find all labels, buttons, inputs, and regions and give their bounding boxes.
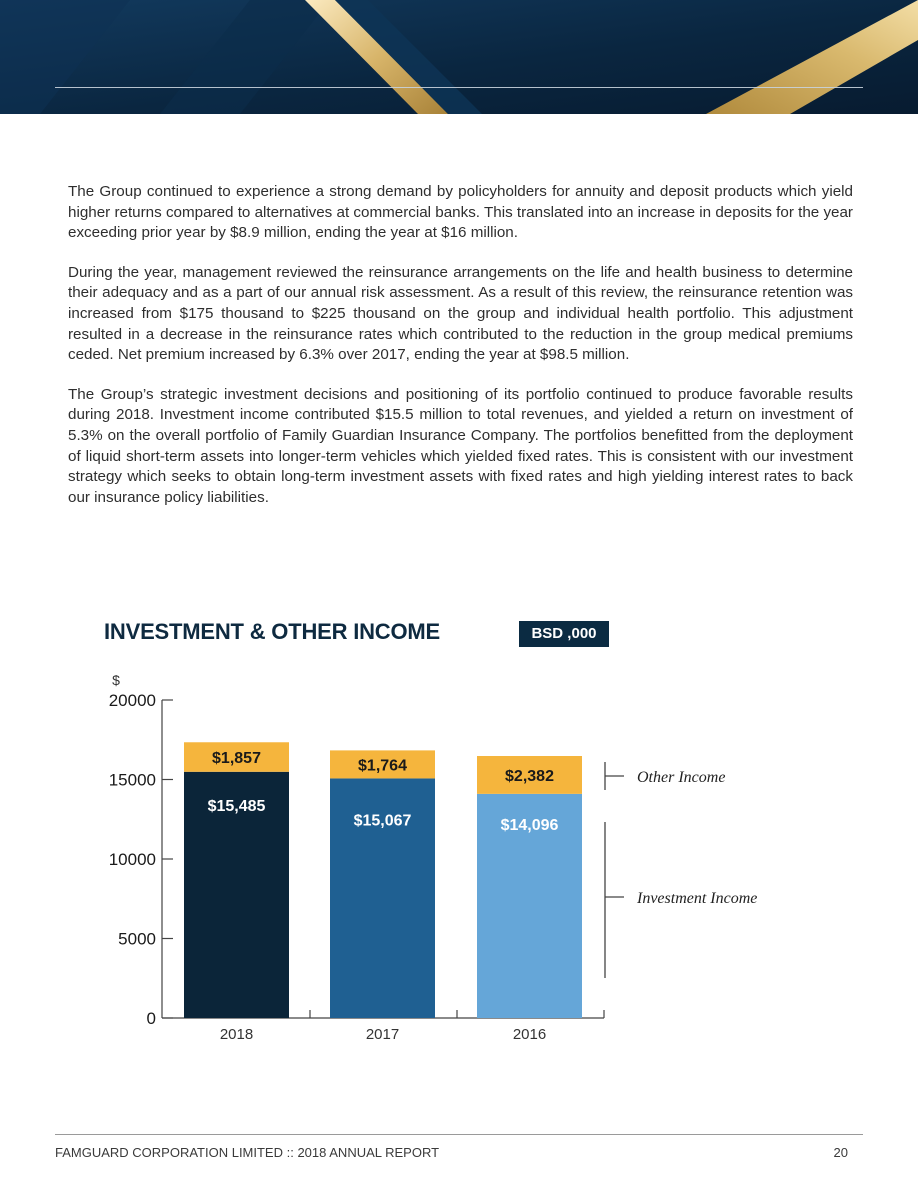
footer-divider — [55, 1134, 863, 1135]
y-tick-label: 20000 — [108, 691, 156, 710]
investment-income-legend-label: Investment Income — [637, 890, 758, 907]
chart-title: INVESTMENT & OTHER INCOME — [104, 619, 441, 644]
paragraph: The Group’s strategic investment decisions and positioning of its portfolio continued to produce favorable results during 2018. Investment income contributed $15.5 million to total revenues, and yielded a return on investment of 5.3% on the overall portfolio of Family Guardian Insurance Company. The portfolios benefitted from the deployment of liquid short-term assets into longer-term vehicles which yielded fixed rates. This is consistent with our investment strategy which seeks to obtain long-term investment assets with fixed rates and high yielding interest rates to back our insurance policy liabilities. — [68, 385, 853, 506]
page-number: 20 — [833, 1145, 848, 1160]
x-category-label: 2016 — [512, 1026, 547, 1043]
other-income-label: $1,857 — [212, 750, 261, 768]
y-axis-unit-label: $ — [112, 672, 120, 688]
header-banner — [0, 0, 918, 114]
x-category-label: 2017 — [365, 1026, 400, 1043]
y-tick-label: 15000 — [108, 770, 156, 790]
income-chart — [0, 660, 918, 1060]
body-text — [68, 182, 853, 527]
paragraph: During the year, management reviewed the reinsurance arrangements on the life and health business to determine their adequacy and as a part of our annual risk assessment. As a result of this review, the reinsurance retention was increased from $175 thousand to $225 thousand on the group and individual health portfolio. This adjustment resulted in a decrease in the reinsurance rates which contributed to the reduction in the group medical premiums ceded. Net premium increased by 6.3% over 2017, ending the year at $98.5 million. — [68, 263, 853, 364]
unit-badge: BSD ,000 — [519, 621, 609, 647]
other-income-legend-label: Other Income — [637, 769, 726, 786]
investment-income-label: $14,096 — [500, 816, 559, 834]
x-category-label: 2018 — [219, 1026, 254, 1043]
y-tick-label: 0 — [146, 1009, 156, 1028]
investment-income-label: $15,485 — [207, 797, 266, 815]
y-tick-label: 5000 — [118, 929, 156, 949]
investment-income-label: $15,067 — [353, 812, 412, 830]
y-tick-label: 10000 — [108, 850, 156, 869]
other-income-label: $1,764 — [358, 757, 407, 775]
footer-report-title: FAMGUARD CORPORATION LIMITED :: 2018 ANNUAL REPORT — [55, 1145, 440, 1160]
paragraph: The Group continued to experience a strong demand by policyholders for annuity and deposit products which yield higher returns compared to alternatives at commercial banks. This translated into an increase in deposits for the year exceeding prior year by $8.9 million, ending the year at $16 million. — [68, 183, 853, 242]
other-income-label: $2,382 — [505, 767, 554, 785]
